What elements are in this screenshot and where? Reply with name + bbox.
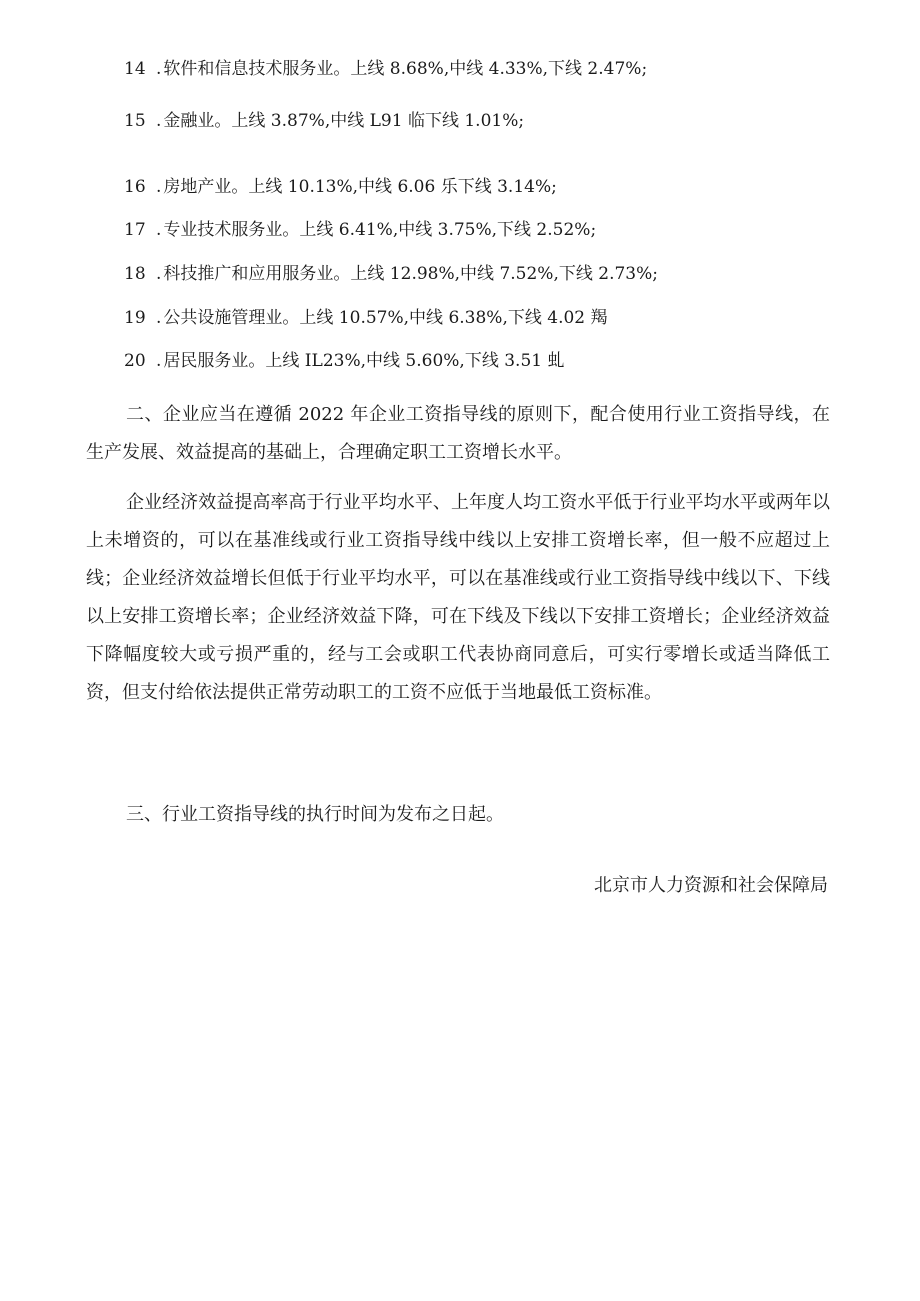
section-three-paragraph: 三、行业工资指导线的执行时间为发布之日起。: [126, 804, 504, 825]
list-item-14: 14 . 软件和信息技术服务业。上线 8.68%,中线 4.33%,下线 2.47%;: [124, 59, 648, 79]
list-item-number: 18: [124, 264, 146, 284]
list-item-number: 15: [124, 111, 146, 131]
list-item-number: 19: [124, 308, 146, 328]
section-two-detail-paragraph: 企业经济效益提高率高于行业平均水平、上年度人均工资水平低于行业平均水平或两年以上未增资的，可以在基准线或行业工资指导线中线以上安排工资增长率，但一般不应超过上线；企业经济效益增长但低于行业平均水平，可以在基准线或行业工资指导线中线以下、下线以上安排工资增长率；企业经济效益下降，可在下线及下线以下安排工资增长；企业经济效益下降幅度较大或亏损严重的，经与工会或职工代表协商同意后，可实行零增长或适当降低工资，但支付给依法提供正常劳动职工的工资不应低于当地最低工资标准。: [86, 492, 830, 703]
list-item-20: 20 . 居民服务业。上线 IL23%,中线 5.60%,下线 3.51 虬: [124, 351, 565, 371]
list-item-18: 18 . 科技推广和应用服务业。上线 12.98%,中线 7.52%,下线 2.73%;: [124, 264, 658, 284]
list-item-number: 16: [124, 177, 146, 197]
section-two-paragraph: 二、企业应当在遵循 2022 年企业工资指导线的原则下，配合使用行业工资指导线，在生产发展、效益提高的基础上，合理确定职工工资增长水平。: [86, 404, 830, 463]
list-item-text: 房地产业。上线 10.13%,中线 6.06 乐下线 3.14%;: [163, 177, 557, 197]
list-item-text: 专业技术服务业。上线 6.41%,中线 3.75%,下线 2.52%;: [163, 220, 597, 240]
list-item-17: 17 . 专业技术服务业。上线 6.41%,中线 3.75%,下线 2.52%;: [124, 220, 597, 240]
list-item-15: 15 . 金融业。上线 3.87%,中线 L91 临下线 1.01%;: [124, 111, 525, 131]
list-item-text: 科技推广和应用服务业。上线 12.98%,中线 7.52%,下线 2.73%;: [163, 264, 658, 284]
list-item-text: 公共设施管理业。上线 10.57%,中线 6.38%,下线 4.02 羯: [163, 308, 608, 328]
list-item-19: 19 . 公共设施管理业。上线 10.57%,中线 6.38%,下线 4.02 羯: [124, 308, 608, 328]
list-item-number: 17: [124, 220, 146, 240]
list-item-text: 居民服务业。上线 IL23%,中线 5.60%,下线 3.51 虬: [163, 351, 565, 371]
list-item-number: 14: [124, 59, 146, 79]
list-item-text: 金融业。上线 3.87%,中线 L91 临下线 1.01%;: [163, 111, 525, 131]
list-item-16: 16 . 房地产业。上线 10.13%,中线 6.06 乐下线 3.14%;: [124, 177, 557, 197]
issuer-signature: 北京市人力资源和社会保障局: [594, 875, 828, 896]
list-item-text: 软件和信息技术服务业。上线 8.68%,中线 4.33%,下线 2.47%;: [163, 59, 648, 79]
list-item-number: 20: [124, 351, 146, 371]
